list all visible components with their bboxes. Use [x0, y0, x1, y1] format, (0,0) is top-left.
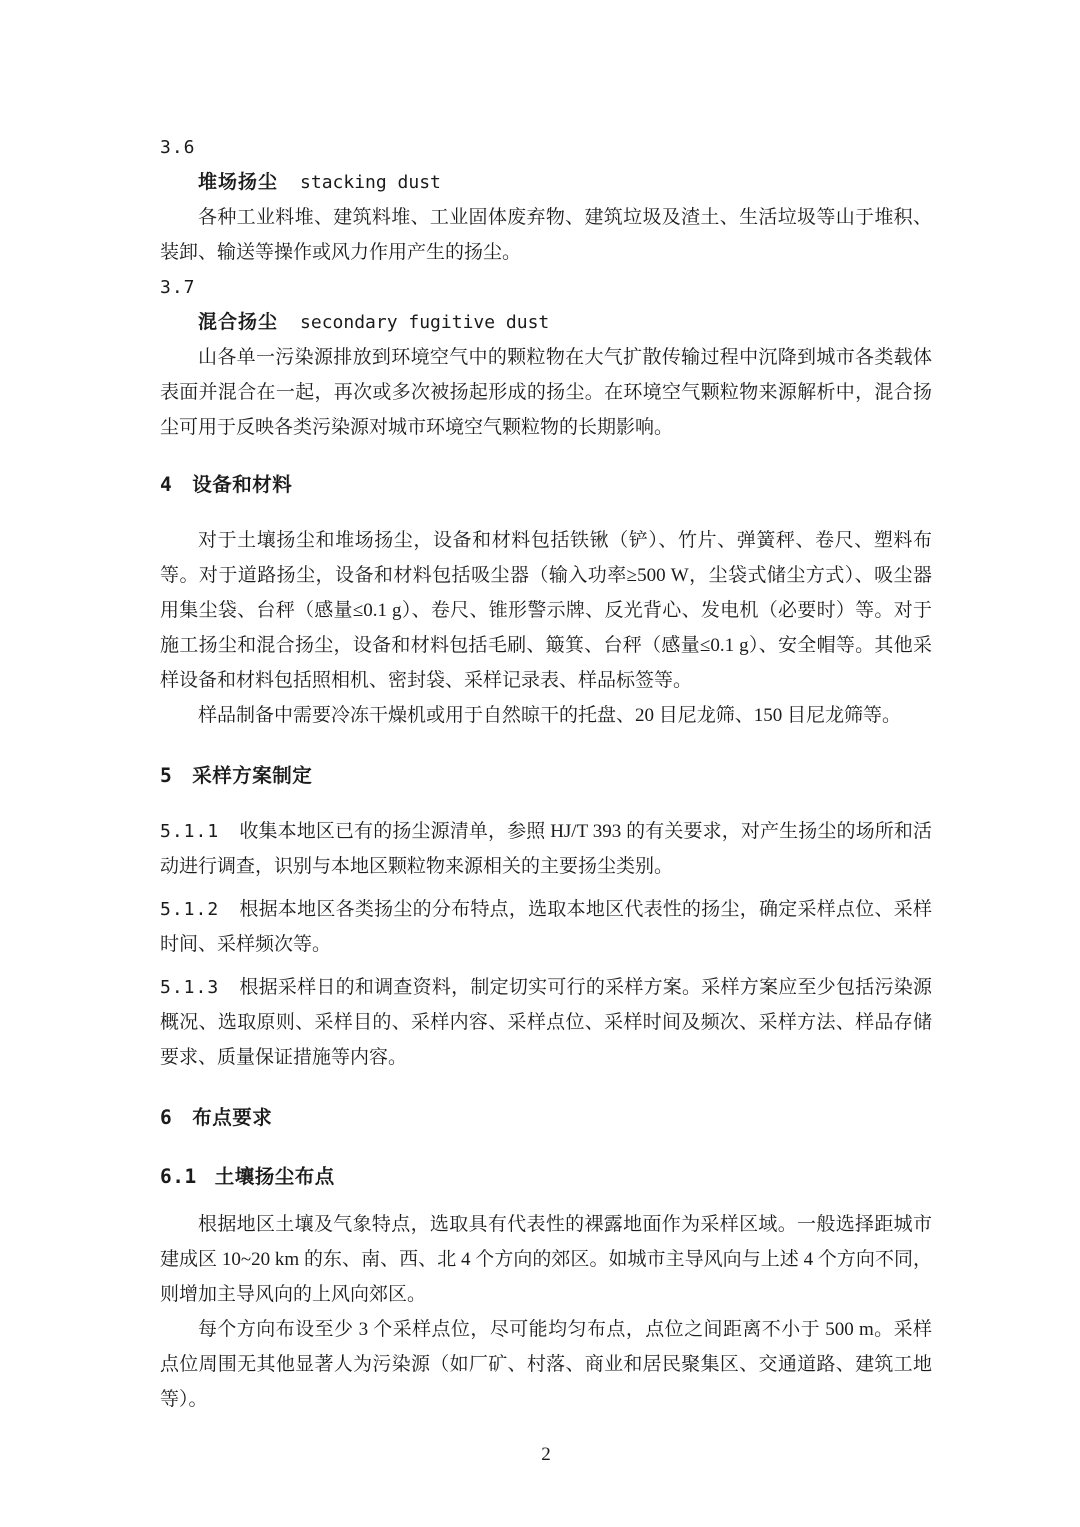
section-heading-6 [160, 1100, 932, 1136]
section-heading-4 [160, 467, 932, 503]
term-heading-stacking-dust [160, 165, 932, 200]
clause-text: 收集本地区已有的扬尘源清单，参照 HJ/T 393 的有关要求，对产生扬尘的场所和活动进行调查，识别与本地区颗粒物来源相关的主要扬尘类别。 [160, 821, 932, 877]
section-title: 布点要求 [192, 1107, 273, 1129]
numbered-clause-5-1-2 [160, 892, 932, 962]
clause-number: 5.1.3 [160, 977, 220, 998]
page-number: 2 [541, 1444, 551, 1465]
section-number: 6 [160, 1106, 173, 1129]
subsection-heading-6-1 [160, 1159, 932, 1195]
term-en-label: secondary fugitive dust [300, 312, 550, 333]
body-paragraph-soil-dust-siting: 根据地区土壤及气象特点，选取具有代表性的裸露地面作为采样区域。一般选择距城市建成区 10~20 km 的东、南、西、北 4 个方向的郊区。如城市主导风向与上述 4 个方向不同，则增加主导风向的上风向郊区。 [160, 1214, 932, 1305]
clause-number-3-7: 3.7 [160, 277, 196, 298]
term-en-label: stacking dust [300, 172, 441, 193]
clause-text: 根据采样日的和调查资料，制定切实可行的采样方案。采样方案应至少包括污染源概况、选取原则、采样目的、采样内容、采样点位、采样时间及频次、采样方法、样品存储要求、质量保证措施等内容。 [160, 977, 932, 1068]
clause-number-3-6: 3.6 [160, 137, 196, 158]
definition-paragraph-3-7: 山各单一污染源排放到环境空气中的颗粒物在大气扩散传输过程中沉降到城市各类载体表面并混合在一起，再次或多次被扬起形成的扬尘。在环境空气颗粒物来源解析中，混合扬尘可用于反映各类污染源对城市环境空气颗粒物的长期影响。 [160, 347, 932, 438]
subsection-number: 6.1 [160, 1165, 197, 1188]
numbered-clause-5-1-1 [160, 814, 932, 884]
numbered-clause-5-1-3 [160, 970, 932, 1075]
subsection-title: 土壤扬尘布点 [214, 1166, 335, 1188]
section-title: 设备和材料 [192, 474, 293, 496]
body-paragraph-equipment: 对于土壤扬尘和堆场扬尘，设备和材料包括铁锹（铲）、竹片、弹簧秤、卷尺、塑料布等。对于道路扬尘，设备和材料包括吸尘器（输入功率≥500 W，尘袋式储尘方式）、吸尘器用集尘袋、台秤（感量≤0.1 g）、卷尺、锥形警示牌、反光背心、发电机（必要时）等。对于施工扬尘和混合扬尘，设备和材料包括毛刷、簸箕、台秤（感量≤0.1 g）、安全帽等。其他采样设备和材料包括照相机、密封袋、采样记录表、样品标签等。 [160, 530, 932, 691]
clause-text: 根据本地区各类扬尘的分布特点，选取本地区代表性的扬尘，确定采样点位、采样时间、采样频次等。 [160, 899, 932, 955]
clause-number: 5.1.2 [160, 899, 220, 920]
clause-number: 5.1.1 [160, 821, 220, 842]
definition-paragraph-3-6: 各种工业料堆、建筑料堆、工业固体废弃物、建筑垃圾及渣土、生活垃圾等山于堆积、装卸、输送等操作或风力作用产生的扬尘。 [160, 207, 932, 263]
section-heading-5 [160, 758, 932, 794]
document-content [160, 130, 932, 1472]
section-number: 4 [160, 473, 173, 496]
body-paragraph-sample-prep: 样品制备中需要冷冻干燥机或用于自然晾干的托盘、20 目尼龙筛、150 目尼龙筛等。 [198, 705, 902, 726]
section-title: 采样方案制定 [192, 765, 313, 787]
term-zh-label: 混合扬尘 [198, 312, 279, 333]
body-paragraph-sampling-points: 每个方向布设至少 3 个采样点位，尽可能均匀布点，点位之间距离不小于 500 m。采样点位周围无其他显著人为污染源（如厂矿、村落、商业和居民聚集区、交通道路、建筑工地等）。 [160, 1319, 932, 1410]
term-zh-label: 堆场扬尘 [198, 172, 279, 193]
section-number: 5 [160, 764, 173, 787]
term-heading-secondary-fugitive-dust [160, 305, 932, 340]
